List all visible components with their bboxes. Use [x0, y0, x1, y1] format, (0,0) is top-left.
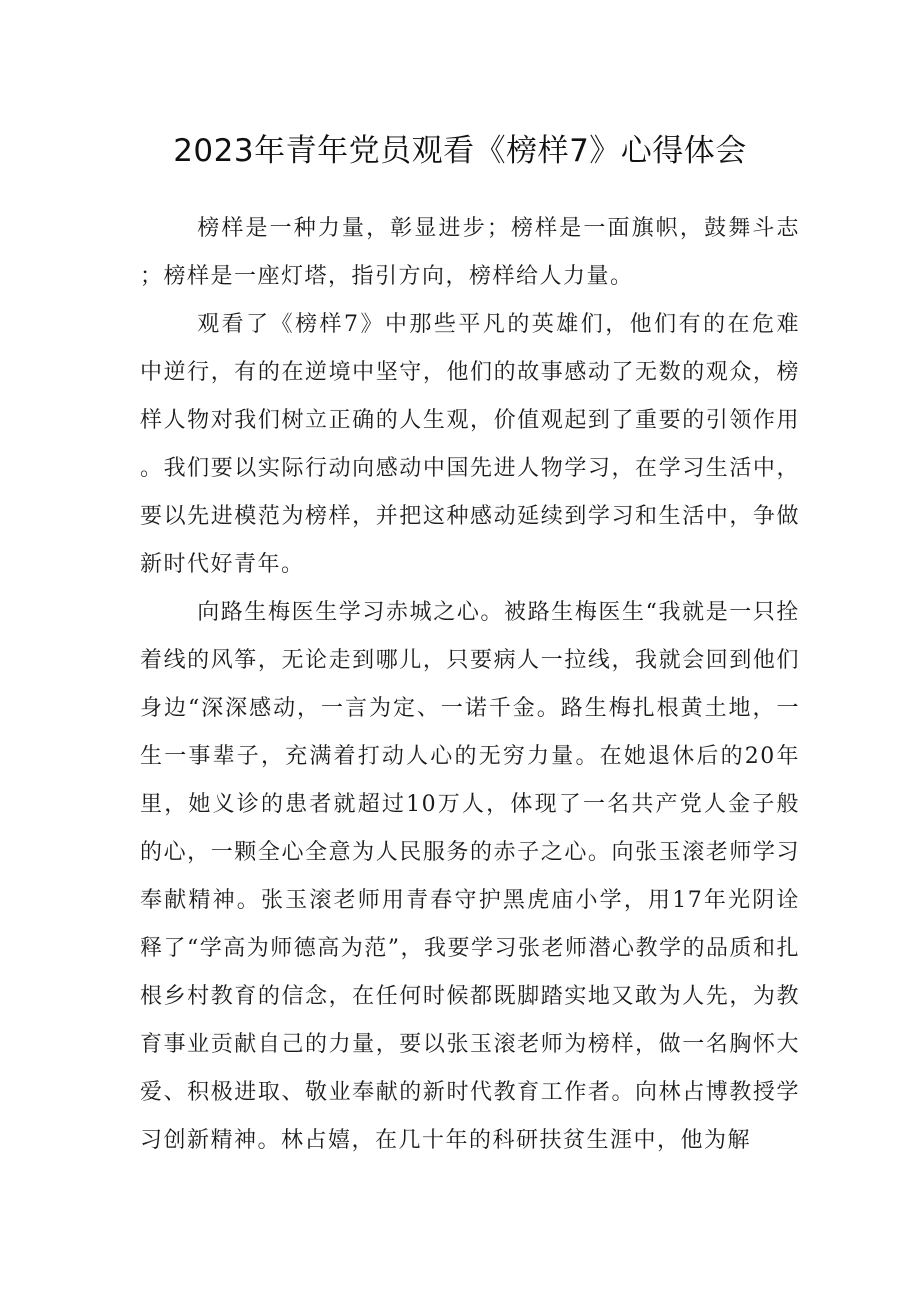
- paragraph-role-models: 向路生梅医生学习赤城之心。被路生梅医生“我就是一只拴着线的风筝，无论走到哪儿，只要病人一拉线，我就会回到他们身边“深深感动，一言为定、一诺千金。路生梅扎根黄土地，一生一事辈子，充满着打动人心的无穷力量。在她退休后的20年里，她义诊的患者就超过10万人，体现了一名共产党人金子般的心，一颗全心全意为人民服务的赤子之心。向张玉滚老师学习奉献精神。张玉滚老师用青春守护黑虎庙小学，用17年光阴诠释了“学高为师德高为范”，我要学习张老师潜心教学的品质和扎根乡村教育的信念，在任何时候都既脚踏实地又敢为人先，为教育事业贡献自己的力量，要以张玉滚老师为榜样，做一名胸怀大爱、积极进取、敬业奉献的新时代教育工作者。向林占博教授学习创新精神。林占嬉，在几十年的科研扶贫生涯中，他为解: [140, 600, 800, 1153]
- paragraph-intro: 榜样是一种力量，彰显进步；榜样是一面旗帜，鼓舞斗志；榜样是一座灯塔，指引方向，榜样给人力量。: [140, 216, 800, 289]
- paragraph-watching: 观看了《榜样7》中那些平凡的英雄们，他们有的在危难中逆行，有的在逆境中坚守，他们的故事感动了无数的观众，榜样人物对我们树立正确的人生观，价值观起到了重要的引领作用。我们要以实际行动向感动中国先进人物学习，在学习生活中，要以先进模范为榜样，并把这种感动延续到学习和生活中，争做新时代好青年。: [140, 312, 800, 577]
- document-title: 2023年青年党员观看《榜样7》心得体会: [173, 133, 747, 169]
- document-body: [140, 205, 800, 1165]
